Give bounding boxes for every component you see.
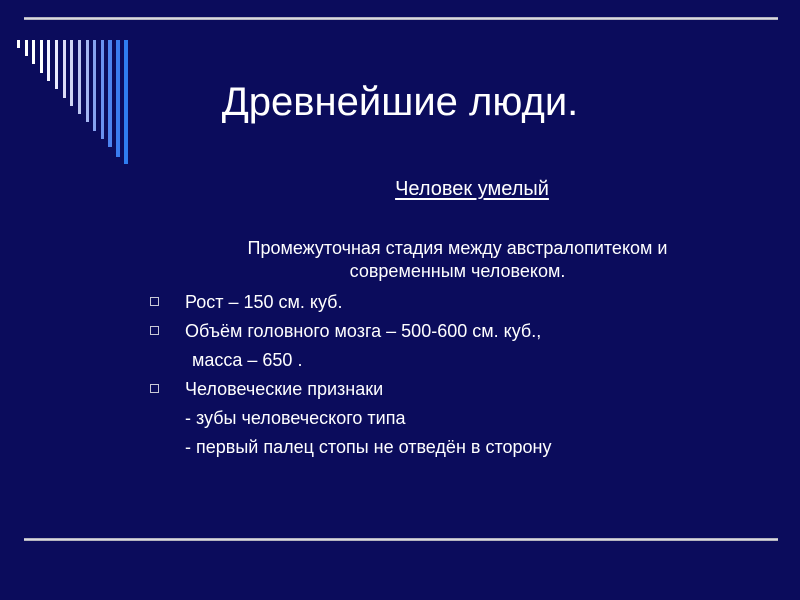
list-item xyxy=(150,319,770,348)
hollow-square-bullet-icon xyxy=(150,384,159,393)
bullet-list xyxy=(150,290,770,464)
list-item xyxy=(150,290,770,319)
list-item xyxy=(150,377,770,406)
list-item-text: - первый палец стопы не отведён в сторону xyxy=(185,437,552,457)
intro-line-2: современным человеком. xyxy=(349,261,566,281)
list-item-text: Рост – 150 см. куб. xyxy=(185,292,343,312)
hollow-square-bullet-icon xyxy=(150,297,159,306)
list-item-text: Человеческие признаки xyxy=(185,379,384,399)
list-item-text: масса – 650 . xyxy=(192,350,303,370)
hollow-square-bullet-icon xyxy=(150,326,159,335)
list-item-text: Объём головного мозга – 500-600 см. куб., xyxy=(185,321,542,341)
slide-title: Древнейшие люди. xyxy=(221,80,579,124)
bottom-divider xyxy=(24,538,778,541)
slide-subtitle: Человек умелый xyxy=(395,178,549,200)
intro-paragraph xyxy=(185,237,730,283)
list-item-text: - зубы человеческого типа xyxy=(185,408,406,428)
list-item-continuation xyxy=(150,406,770,435)
list-item-continuation xyxy=(150,435,770,464)
top-divider xyxy=(24,17,778,20)
intro-line-1: Промежуточная стадия между австралопитеком и xyxy=(247,238,668,258)
list-item-continuation xyxy=(150,348,770,377)
